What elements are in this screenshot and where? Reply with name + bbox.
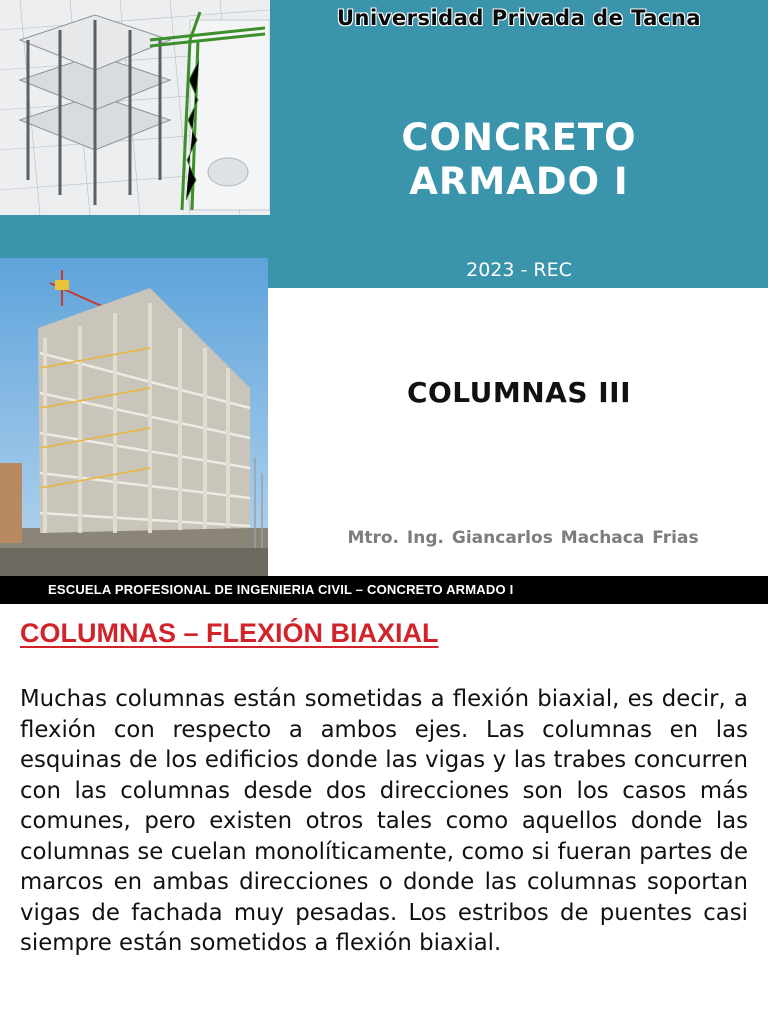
building-illustration: [0, 258, 268, 576]
blueprint-crane-illustration: [0, 0, 270, 215]
author-name: Mtro. Ing. Giancarlos Machaca Frias: [347, 528, 699, 548]
course-title-line1: CONCRETO: [401, 116, 637, 159]
slide-header-text: ESCUELA PROFESIONAL DE INGENIERIA CIVIL – CONCRETO ARMADO I: [48, 582, 514, 597]
blueprint-crane-image: [0, 0, 270, 215]
course-title-line2: ARMADO I: [409, 160, 629, 203]
course-title: [270, 116, 768, 204]
content-slide: [0, 576, 768, 1024]
topic-title: COLUMNAS III: [406, 376, 632, 409]
building-construction-image: [0, 258, 268, 576]
slide-title: COLUMNAS – FLEXIÓN BIAXIAL: [20, 618, 439, 648]
slide-header-bar: [0, 576, 768, 604]
slide-body-text: Muchas columnas están sometidas a flexión biaxial, es decir, a flexión con respecto a ambos ejes. Las columnas en las esquinas de los edificios donde las vigas y las trabes concurren con las columnas desde dos direcciones son los casos más comunes, pero existen otros tales como aquellos donde las columnas se cuelan monolíticamente, como si fueran partes de marcos en ambas direcciones o donde las columnas soportan vigas de fachada muy pesadas. Los estribos de puentes casi siempre están sometidos a flexión biaxial.: [20, 686, 748, 956]
university-name: Universidad Privada de Tacna: [337, 6, 701, 30]
year-label: 2023 - REC: [466, 259, 572, 281]
